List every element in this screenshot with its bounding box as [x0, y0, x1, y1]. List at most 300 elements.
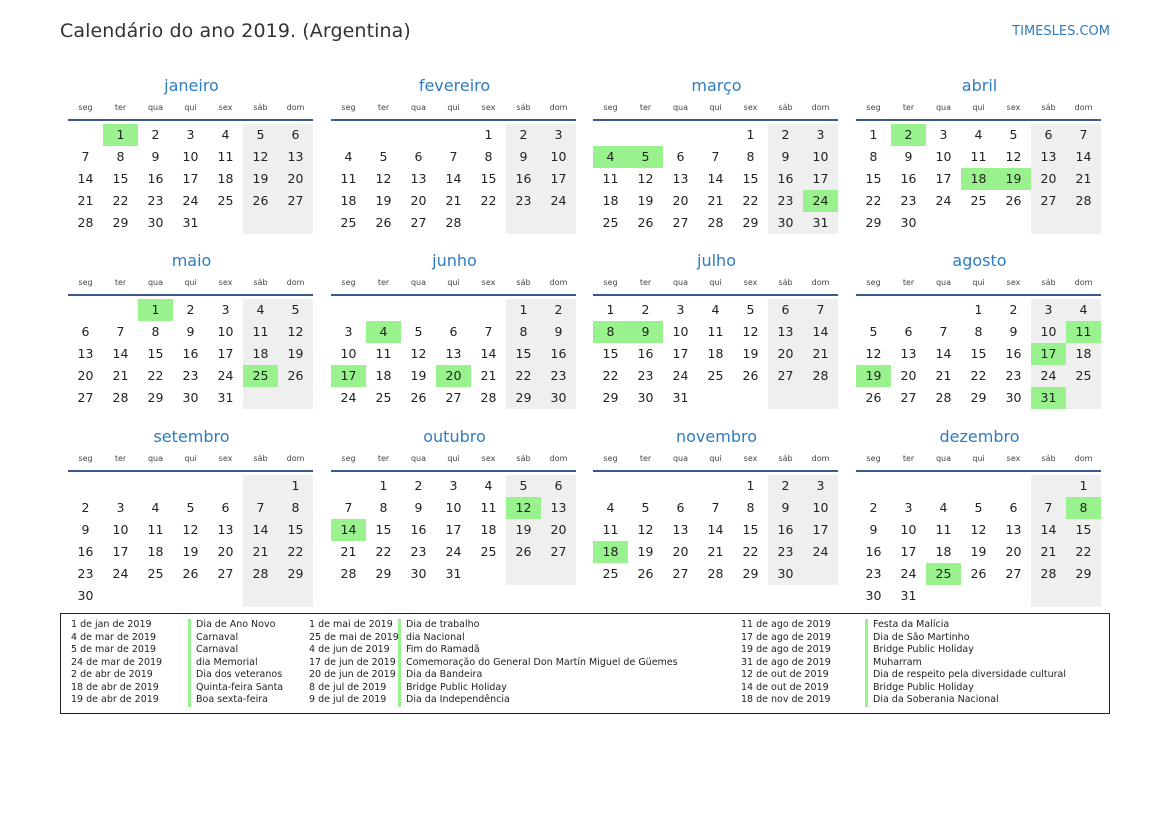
month-rule [856, 119, 1101, 121]
empty-cell [803, 387, 838, 409]
day-cell: 7 [803, 299, 838, 321]
day-cell: 9 [151, 149, 160, 164]
day-cell: 24 [1031, 365, 1066, 387]
empty-cell [471, 299, 506, 321]
weekday-label: qua [935, 277, 952, 287]
weekday-label: ter [639, 102, 652, 112]
weekday-label: sáb [778, 102, 793, 112]
legend-date: 17 de jun de 2019 [309, 656, 396, 668]
holiday-day-cell: 4 [366, 321, 401, 343]
month-fevereiro [331, 73, 578, 234]
day-cell: 8 [746, 149, 755, 164]
weekday-label: seg [603, 102, 618, 112]
holiday-day-cell: 19 [856, 365, 891, 387]
day-cell: 19 [243, 168, 278, 190]
day-cell: 6 [414, 149, 423, 164]
day-grid [856, 475, 1103, 607]
day-cell: 30 [1005, 390, 1022, 405]
day-cell: 5 [414, 324, 423, 339]
day-cell: 23 [1005, 368, 1022, 383]
day-cell: 28 [445, 215, 462, 230]
legend-holiday-name: Boa sexta-feira [188, 694, 283, 707]
weekday-label: seg [603, 453, 618, 463]
day-cell: 3 [803, 124, 838, 146]
day-cell: 19 [375, 193, 392, 208]
day-cell: 23 [541, 365, 576, 387]
empty-cell [103, 299, 138, 321]
day-cell: 10 [935, 149, 952, 164]
day-cell: 5 [379, 149, 388, 164]
legend-dates-col-1 [71, 619, 162, 707]
empty-cell [891, 475, 926, 497]
day-cell: 28 [707, 566, 724, 581]
weekday-label: qua [410, 453, 427, 463]
day-cell: 5 [1009, 127, 1018, 142]
page-title: Calendário do ano 2019. (Argentina) [60, 20, 411, 42]
empty-cell [541, 563, 576, 585]
day-cell: 13 [410, 171, 427, 186]
day-cell: 7 [1066, 124, 1101, 146]
day-cell: 1 [278, 475, 313, 497]
month-rule [68, 470, 313, 472]
day-cell: 19 [410, 368, 427, 383]
holiday-day-cell: 8 [1066, 497, 1101, 519]
day-cell: 7 [939, 324, 948, 339]
day-cell: 22 [112, 193, 129, 208]
month-rule [68, 119, 313, 121]
legend-date: 20 de jun de 2019 [309, 669, 396, 680]
day-cell: 21 [445, 193, 462, 208]
legend-holiday-name: Carnaval [188, 632, 283, 645]
day-cell: 28 [707, 215, 724, 230]
month-rule [856, 470, 1101, 472]
legend-dates-col-3 [741, 619, 831, 707]
day-grid [68, 475, 315, 607]
day-cell: 12 [1005, 149, 1022, 164]
day-cell: 24 [541, 190, 576, 212]
month-name: maio [171, 251, 212, 270]
weekday-label: sáb [1041, 453, 1056, 463]
day-cell: 12 [243, 146, 278, 168]
weekday-label: ter [902, 453, 915, 463]
holiday-day-cell: 14 [331, 519, 366, 541]
empty-cell [1066, 585, 1101, 607]
day-cell: 4 [484, 478, 493, 493]
day-cell: 8 [379, 500, 388, 515]
empty-cell [628, 475, 663, 497]
day-cell: 8 [974, 324, 983, 339]
weekday-label: dom [286, 102, 305, 112]
weekday-label: dom [549, 102, 568, 112]
day-cell: 3 [344, 324, 353, 339]
legend-holiday-name: Bridge Public Holiday [865, 682, 1066, 695]
day-cell: 8 [506, 321, 541, 343]
day-cell: 3 [676, 302, 685, 317]
month-name: janeiro [164, 76, 219, 95]
day-cell: 3 [221, 302, 230, 317]
day-cell: 12 [278, 321, 313, 343]
day-cell: 3 [116, 500, 125, 515]
day-cell: 21 [480, 368, 497, 383]
day-cell: 23 [506, 190, 541, 212]
month-name: agosto [952, 251, 1007, 270]
month-rule [68, 294, 313, 296]
empty-cell [331, 124, 366, 146]
day-cell: 22 [375, 544, 392, 559]
weekday-header [68, 450, 315, 466]
day-cell: 19 [637, 193, 654, 208]
empty-cell [628, 124, 663, 146]
day-grid [856, 124, 1103, 234]
weekday-label: ter [114, 102, 127, 112]
weekday-label: qua [935, 102, 952, 112]
day-cell: 28 [112, 390, 129, 405]
day-cell: 26 [243, 190, 278, 212]
day-cell: 19 [506, 519, 541, 541]
month-outubro [331, 424, 578, 585]
weekday-label: dom [811, 453, 830, 463]
day-cell: 26 [637, 566, 654, 581]
day-cell: 5 [243, 124, 278, 146]
day-cell: 27 [672, 566, 689, 581]
day-cell: 20 [1031, 168, 1066, 190]
empty-cell [68, 299, 103, 321]
day-cell: 6 [904, 324, 913, 339]
weekday-header [593, 450, 840, 466]
weekday-header [331, 450, 578, 466]
holiday-day-cell: 24 [803, 190, 838, 212]
day-cell: 14 [445, 171, 462, 186]
empty-cell [1031, 475, 1066, 497]
weekday-label: seg [341, 102, 356, 112]
day-cell: 12 [970, 522, 987, 537]
legend-holiday-name: Bridge Public Holiday [865, 644, 1066, 657]
day-cell: 8 [484, 149, 493, 164]
month-name: novembro [676, 427, 757, 446]
weekday-label: ter [902, 277, 915, 287]
empty-cell [401, 124, 436, 146]
empty-cell [593, 124, 628, 146]
weekday-label: qui [184, 277, 197, 287]
weekday-label: dom [286, 277, 305, 287]
day-cell: 24 [182, 193, 199, 208]
weekday-label: qui [709, 277, 722, 287]
holiday-day-cell: 17 [331, 365, 366, 387]
weekday-label: sex [1006, 102, 1021, 112]
legend-date: 24 de mar de 2019 [71, 656, 163, 668]
day-cell: 17 [672, 346, 689, 361]
day-cell: 26 [970, 566, 987, 581]
day-cell: 16 [541, 343, 576, 365]
day-cell: 31 [445, 566, 462, 581]
day-cell: 12 [410, 346, 427, 361]
weekday-label: seg [341, 453, 356, 463]
day-cell: 2 [768, 124, 803, 146]
weekday-label: seg [603, 277, 618, 287]
empty-cell [436, 124, 471, 146]
empty-cell [926, 475, 961, 497]
weekday-label: ter [377, 102, 390, 112]
month-março [593, 73, 840, 234]
day-cell: 11 [707, 324, 724, 339]
weekday-label: ter [377, 453, 390, 463]
weekday-label: dom [549, 453, 568, 463]
day-cell: 29 [278, 563, 313, 585]
weekday-label: dom [1074, 453, 1093, 463]
day-cell: 7 [116, 324, 125, 339]
day-cell: 25 [480, 544, 497, 559]
day-cell: 25 [217, 193, 234, 208]
day-cell: 19 [970, 544, 987, 559]
weekday-label: qui [184, 453, 197, 463]
day-cell: 20 [278, 168, 313, 190]
day-cell: 11 [480, 500, 497, 515]
day-cell: 26 [742, 368, 759, 383]
weekday-label: qua [147, 277, 164, 287]
day-cell: 13 [445, 346, 462, 361]
day-cell: 16 [637, 346, 654, 361]
day-cell: 28 [1066, 190, 1101, 212]
weekday-label: sáb [778, 453, 793, 463]
day-cell: 30 [147, 215, 164, 230]
day-cell: 7 [711, 149, 720, 164]
day-cell: 6 [1009, 500, 1018, 515]
holiday-day-cell: 12 [506, 497, 541, 519]
legend-date: 5 de mar de 2019 [71, 644, 157, 655]
day-cell: 24 [445, 544, 462, 559]
day-cell: 10 [182, 149, 199, 164]
day-cell: 6 [449, 324, 458, 339]
day-cell: 15 [742, 522, 759, 537]
day-cell: 16 [768, 168, 803, 190]
weekday-header [856, 450, 1103, 466]
weekday-label: ter [639, 453, 652, 463]
day-cell: 18 [480, 522, 497, 537]
legend-holiday-name: Muharram [865, 657, 1066, 670]
day-cell: 24 [900, 566, 917, 581]
day-cell: 15 [112, 171, 129, 186]
day-cell: 15 [1066, 519, 1101, 541]
day-cell: 5 [278, 299, 313, 321]
day-cell: 20 [900, 368, 917, 383]
day-cell: 10 [803, 497, 838, 519]
month-name: fevereiro [418, 76, 491, 95]
legend-holiday-name: Dia de São Martinho [865, 632, 1066, 645]
legend-names-col-2 [398, 619, 678, 707]
day-cell: 10 [672, 324, 689, 339]
day-cell: 7 [344, 500, 353, 515]
day-grid [856, 299, 1103, 409]
day-cell: 27 [217, 566, 234, 581]
day-cell: 12 [637, 522, 654, 537]
empty-cell [1066, 387, 1101, 409]
site-link[interactable]: TIMESLES.COM [1012, 24, 1110, 39]
weekday-label: sex [1006, 453, 1021, 463]
empty-cell [278, 387, 313, 409]
month-name: outubro [423, 427, 486, 446]
day-cell: 1 [506, 299, 541, 321]
day-cell: 17 [217, 346, 234, 361]
weekday-header [68, 99, 315, 115]
day-cell: 29 [970, 390, 987, 405]
legend-holiday-name: Comemoração do General Don Martín Miguel de Güemes [398, 657, 678, 670]
day-cell: 14 [935, 346, 952, 361]
day-cell: 10 [803, 146, 838, 168]
day-cell: 18 [707, 346, 724, 361]
day-cell: 17 [900, 544, 917, 559]
day-cell: 13 [768, 321, 803, 343]
empty-cell [278, 212, 313, 234]
legend-holiday-name: Dia da Independência [398, 694, 678, 707]
legend-date: 4 de mar de 2019 [71, 631, 157, 643]
day-cell: 25 [602, 566, 619, 581]
day-cell: 22 [506, 365, 541, 387]
day-cell: 1 [379, 478, 388, 493]
day-cell: 15 [147, 346, 164, 361]
month-abril [856, 73, 1103, 234]
day-cell: 1 [484, 127, 493, 142]
empty-cell [278, 585, 313, 607]
weekday-label: qui [709, 102, 722, 112]
day-cell: 11 [375, 346, 392, 361]
weekday-label: sáb [778, 277, 793, 287]
weekday-label: dom [286, 453, 305, 463]
weekday-label: qui [447, 453, 460, 463]
legend-holiday-name: Dia da Bandeira [398, 669, 678, 682]
empty-cell [698, 124, 733, 146]
day-cell: 22 [865, 193, 882, 208]
day-cell: 4 [711, 302, 720, 317]
day-cell: 5 [641, 500, 650, 515]
day-cell: 26 [375, 215, 392, 230]
day-cell: 18 [217, 171, 234, 186]
holiday-day-cell: 2 [891, 124, 926, 146]
day-cell: 4 [221, 127, 230, 142]
day-cell: 5 [974, 500, 983, 515]
month-maio [68, 248, 315, 409]
weekday-label: sex [481, 102, 496, 112]
day-cell: 6 [541, 475, 576, 497]
holiday-day-cell: 25 [243, 365, 278, 387]
day-cell: 14 [803, 321, 838, 343]
day-cell: 13 [1031, 146, 1066, 168]
day-cell: 5 [746, 302, 755, 317]
month-janeiro [68, 73, 315, 234]
day-cell: 31 [900, 588, 917, 603]
day-cell: 11 [243, 321, 278, 343]
empty-cell [68, 124, 103, 146]
day-cell: 17 [445, 522, 462, 537]
day-cell: 30 [77, 588, 94, 603]
day-cell: 20 [1005, 544, 1022, 559]
day-cell: 22 [278, 541, 313, 563]
day-cell: 3 [541, 124, 576, 146]
legend-date: 1 de mai de 2019 [309, 619, 393, 630]
day-cell: 14 [1031, 519, 1066, 541]
day-cell: 24 [935, 193, 952, 208]
day-cell: 15 [865, 171, 882, 186]
day-cell: 21 [1031, 541, 1066, 563]
weekday-header [68, 274, 315, 290]
day-cell: 4 [243, 299, 278, 321]
legend-date: 18 de abr de 2019 [71, 681, 159, 693]
day-cell: 17 [541, 168, 576, 190]
day-cell: 31 [672, 390, 689, 405]
weekday-label: qui [447, 102, 460, 112]
day-cell: 8 [746, 500, 755, 515]
weekday-header [593, 99, 840, 115]
day-grid [68, 124, 315, 234]
day-cell: 14 [707, 522, 724, 537]
weekday-label: sáb [1041, 102, 1056, 112]
weekday-label: sex [481, 277, 496, 287]
empty-cell [243, 585, 278, 607]
day-cell: 11 [217, 149, 234, 164]
day-cell: 3 [449, 478, 458, 493]
day-cell: 23 [410, 544, 427, 559]
weekday-label: qui [447, 277, 460, 287]
month-name: setembro [153, 427, 230, 446]
day-cell: 24 [112, 566, 129, 581]
weekday-label: ter [639, 277, 652, 287]
day-cell: 25 [375, 390, 392, 405]
day-cell: 18 [243, 343, 278, 365]
day-cell: 25 [340, 215, 357, 230]
day-cell: 8 [869, 149, 878, 164]
day-cell: 26 [1005, 193, 1022, 208]
empty-cell [1031, 212, 1066, 234]
empty-cell [891, 299, 926, 321]
legend-holiday-name: Dia dos veteranos [188, 669, 283, 682]
weekday-label: qua [147, 102, 164, 112]
day-cell: 11 [935, 522, 952, 537]
day-cell: 2 [641, 302, 650, 317]
day-cell: 11 [147, 522, 164, 537]
day-cell: 14 [77, 171, 94, 186]
legend-holiday-name: Dia da Soberania Nacional [865, 694, 1066, 707]
legend-date: 31 de ago de 2019 [741, 656, 831, 668]
day-cell: 29 [506, 387, 541, 409]
month-rule [331, 294, 576, 296]
day-cell: 18 [1066, 343, 1101, 365]
day-cell: 26 [865, 390, 882, 405]
day-cell: 15 [742, 171, 759, 186]
day-cell: 21 [803, 343, 838, 365]
day-cell: 6 [278, 124, 313, 146]
day-cell: 29 [865, 215, 882, 230]
empty-cell [663, 475, 698, 497]
day-cell: 23 [147, 193, 164, 208]
day-cell: 24 [672, 368, 689, 383]
day-cell: 25 [147, 566, 164, 581]
day-cell: 2 [186, 302, 195, 317]
day-cell: 19 [182, 544, 199, 559]
month-junho [331, 248, 578, 409]
day-cell: 27 [672, 215, 689, 230]
weekday-label: dom [1074, 277, 1093, 287]
day-cell: 29 [375, 566, 392, 581]
day-cell: 21 [77, 193, 94, 208]
day-cell: 26 [278, 365, 313, 387]
day-cell: 4 [151, 500, 160, 515]
day-cell: 28 [1031, 563, 1066, 585]
day-cell: 26 [410, 390, 427, 405]
weekday-label: sex [218, 102, 233, 112]
day-cell: 9 [768, 146, 803, 168]
day-cell: 3 [939, 127, 948, 142]
day-cell: 17 [803, 168, 838, 190]
weekday-header [331, 274, 578, 290]
